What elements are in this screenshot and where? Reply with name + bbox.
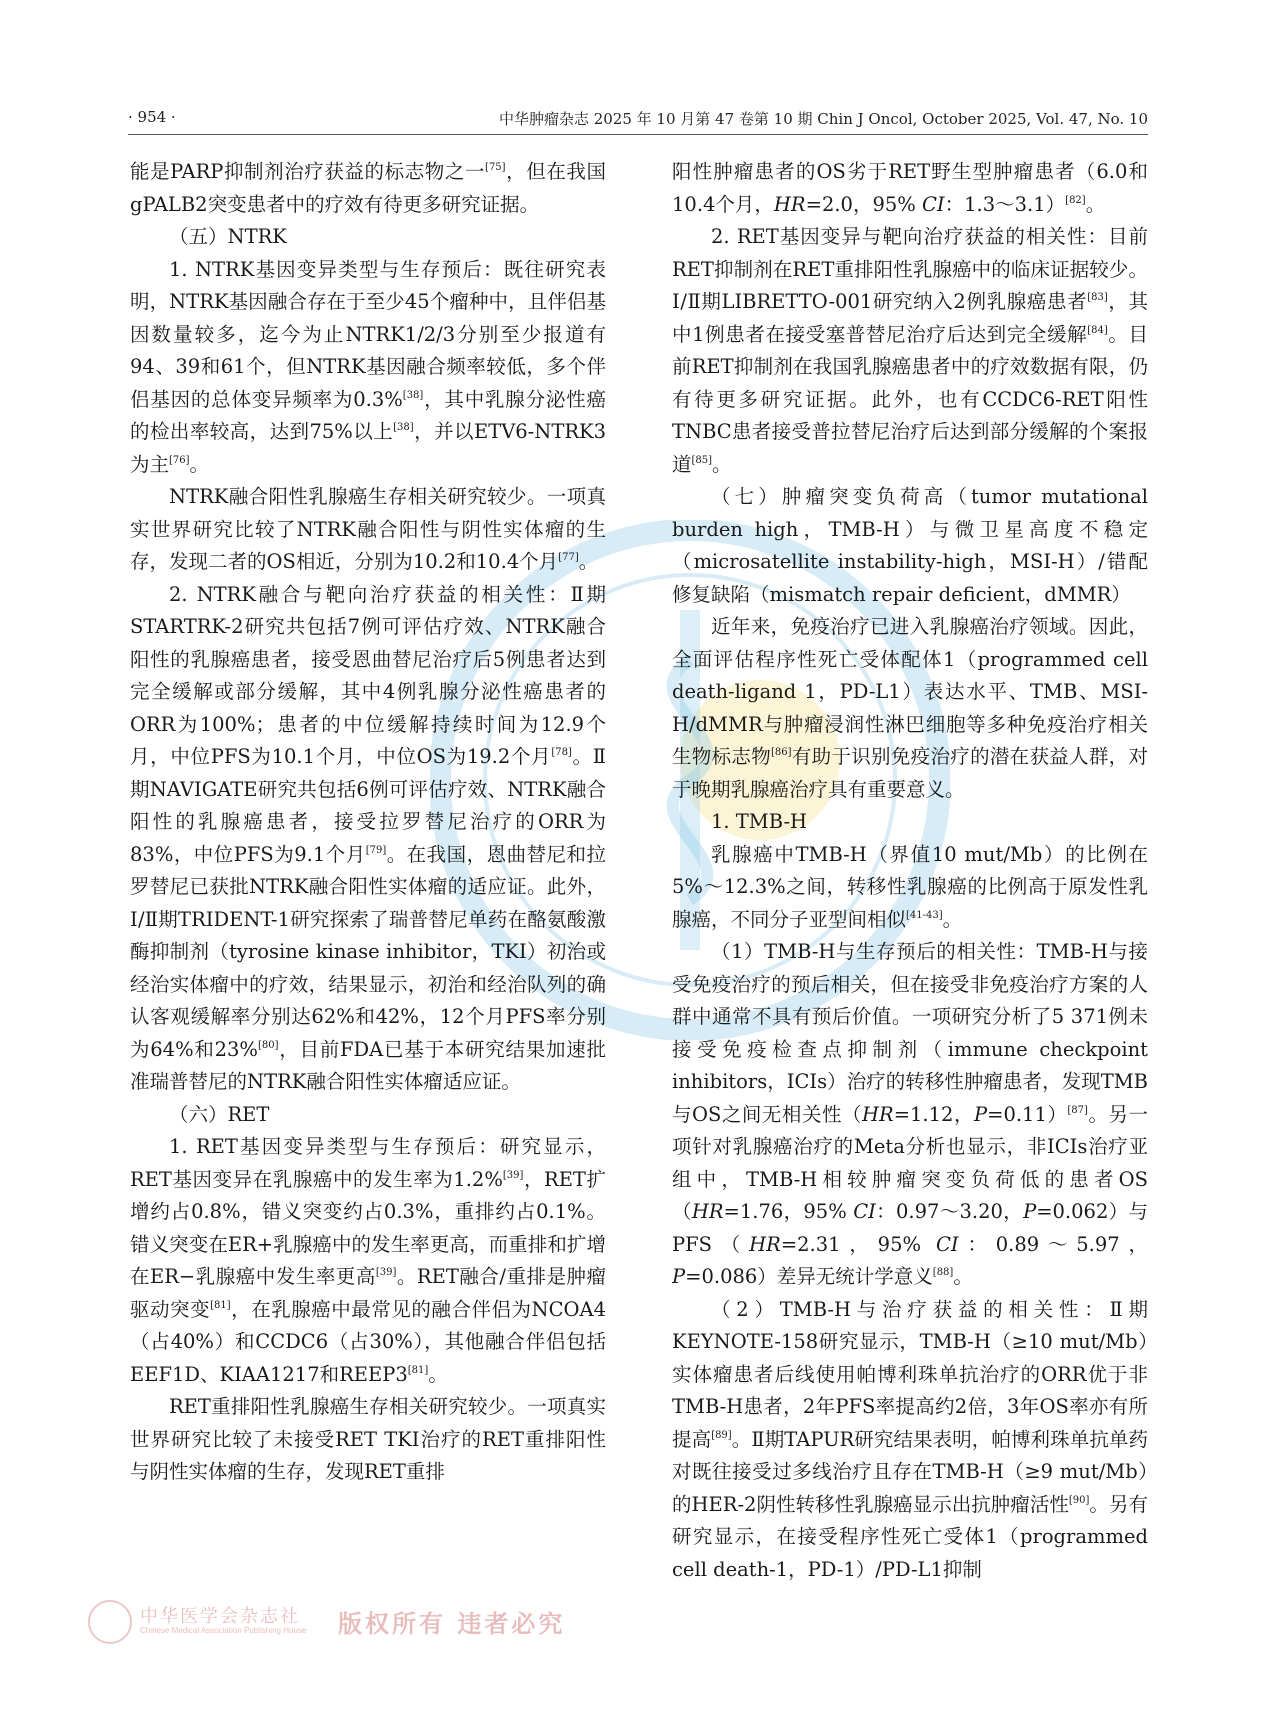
paragraph: 乳腺癌中TMB-H（界值10 mut/Mb）的比例在5%～12.3%之间，转移性乳腺癌的比例高于原发性乳腺癌，不同分子亚型间相似[41-43]。: [672, 842, 1148, 931]
running-header: [128, 104, 1148, 135]
paragraph: （2）TMB-H与治疗获益的相关性：Ⅱ期KEYNOTE-158研究显示，TMB-H（≥10 mut/Mb）实体瘤患者后线使用帕博利珠单抗治疗的ORR优于非TMB-H患者，2年PFS率提高约2倍，3年OS率亦有所提高[89]。Ⅱ期TAPUR研究结果表明，帕博利珠单抗单药对既往接受过多线治疗且存在TMB-H（≥9 mut/Mb）的HER-2阴性转移性乳腺癌显示出抗肿瘤活性[90]。另有研究显示，在接受程序性死亡受体1（programmed cell death-1，PD-1）/PD-L1抑制: [672, 1297, 1148, 1581]
paragraph: 1. TMB-H: [711, 810, 808, 833]
paragraph: 2. NTRK融合与靶向治疗获益的相关性：Ⅱ期STARTRK-2研究共包括7例可评估疗效、NTRK融合阳性的乳腺癌患者，接受恩曲替尼治疗后5例患者达到完全缓解或部分缓解，其中4例乳腺分泌性癌患者的ORR为100%；患者的中位缓解持续时间为12.9个月，中位PFS为10.1个月，中位OS为19.2个月[78]。Ⅱ期NAVIGATE研究共包括6例可评估疗效、NTRK融合阳性的乳腺癌患者，接受拉罗替尼治疗的ORR为83%，中位PFS为9.1个月[79]。在我国，恩曲替尼和拉罗替尼已获批NTRK融合阳性实体瘤的适应证。此外，Ⅰ/Ⅱ期TRIDENT-1研究探索了瑞普替尼单药在酪氨酸激酶抑制剂（tyrosine kinase inhibitor，TKI）初治或经治实体瘤中的疗效，结果显示，初治和经治队列的确认客观缓解率分别达62%和42%，12个月PFS率分别为64%和23%[80]，目前FDA已基于本研究结果加速批准瑞普替尼的NTRK融合阳性实体瘤适应证。: [130, 582, 606, 1093]
publisher-name: 中华医学会杂志社: [140, 1606, 300, 1627]
paragraph: 2. RET基因变异与靶向治疗获益的相关性：目前RET抑制剂在RET重排阳性乳腺癌中的临床证据较少。Ⅰ/Ⅱ期LIBRETTO-001研究纳入2例乳腺癌患者[83]，其中1例患者在接受塞普替尼治疗后达到完全缓解[84]。目前RET抑制剂在我国乳腺癌患者中的疗效数据有限，仍有待更多研究证据。此外，也有CCDC6-RET阳性TNBC患者接受普拉替尼治疗后达到部分缓解的个案报道[85]。: [672, 225, 1148, 476]
paragraph: 1. RET基因变异类型与生存预后：研究显示，RET基因变异在乳腺癌中的发生率为1.2%[39]，RET扩增约占0.8%，错义突变约占0.3%，重排约占0.1%。错义突变在ER+乳腺癌中的发生率更高，而重排和扩增在ER−乳腺癌中发生率更高[39]。RET融合/重排是肿瘤驱动突变[81]，在乳腺癌中最常见的融合伴侣为NCOA4（占40%）和CCDC6（占30%），其他融合伴侣包括EEF1D、KIAA1217和REEP3[81]。: [130, 1135, 606, 1386]
publisher-name-en: Chinese Medical Association Publishing House: [140, 1626, 307, 1635]
paragraph: （五）NTRK: [169, 225, 287, 248]
paragraph: （1）TMB-H与生存预后的相关性：TMB-H与接受免疫治疗的预后相关，但在接受非免疫治疗方案的人群中通常不具有预后价值。一项研究分析了5 371例未接受免疫检查点抑制剂（immune checkpoint inhibitors，ICIs）治疗的转移性肿瘤患者，发现TMB与OS之间无相关性（HR=1.12，P=0.11）[87]。另一项针对乳腺癌治疗的Meta分析也显示，非ICIs治疗亚组中，TMB-H相较肿瘤突变负荷低的患者OS（HR=1.76，95% CI：0.97～3.20，P=0.062）与PFS（HR=2.31，95% CI：0.89～5.97，P=0.086）差异无统计学意义[88]。: [672, 940, 1148, 1288]
paragraph: 近年来，免疫治疗已进入乳腺癌治疗领域。因此，全面评估程序性死亡受体配体1（programmed cell death-ligand 1，PD-L1）表达水平、TMB、MSI-H/dMMR与肿瘤浸润性淋巴细胞等多种免疫治疗相关生物标志物[86]有助于识别免疫治疗的潜在获益人群，对于晚期乳腺癌治疗具有重要意义。: [672, 615, 1148, 801]
right-column: [672, 156, 1148, 1626]
paragraph: 1. NTRK基因变异类型与生存预后：既往研究表明，NTRK基因融合存在于至少45个瘤种中，且伴侣基因数量较多，迄今为止NTRK1/2/3分别至少报道有94、39和61个，但NTRK基因融合频率较低，多个伴侣基因的总体变异频率为0.3%[38]，其中乳腺分泌性癌的检出率较高，达到75%以上[38]，并以ETV6-NTRK3为主[76]。: [130, 257, 606, 476]
paragraph: （六）RET: [169, 1102, 270, 1126]
left-column: [130, 156, 606, 1626]
paragraph: 能是PARP抑制剂治疗获益的标志物之一[75]，但在我国gPALB2突变患者中的疗效有待更多研究证据。: [130, 160, 606, 216]
paragraph: RET重排阳性乳腺癌生存相关研究较少。一项真实世界研究比较了未接受RET TKI治疗的RET重排阳性与阴性实体瘤的生存，发现RET重排: [130, 1395, 606, 1483]
paragraph: NTRK融合阳性乳腺癌生存相关研究较少。一项真实世界研究比较了NTRK融合阳性与阴性实体瘤的生存，发现二者的OS相近，分别为10.2和10.4个月[77]。: [130, 485, 606, 573]
publisher-emblem-icon: [88, 1600, 132, 1644]
journal-citation: 中华肿瘤杂志 2025 年 10 月第 47 卷第 10 期 Chin J Oncol, October 2025, Vol. 47, No. 10: [498, 110, 1148, 128]
publisher-footer-logo: [88, 1600, 588, 1640]
paragraph: （七）肿瘤突变负荷高（tumor mutational burden high，TMB-H）与微卫星高度不稳定（microsatellite instability-high，MSI-H）/错配修复缺陷（mismatch repair deficient，dMMR）: [672, 485, 1148, 606]
paragraph: 阳性肿瘤患者的OS劣于RET野生型肿瘤患者（6.0和10.4个月，HR=2.0，95% CI：1.3～3.1）[82]。: [672, 160, 1148, 216]
page-number: · 954 ·: [128, 108, 176, 126]
copyright-slogan: 版权所有 违者必究: [338, 1609, 566, 1638]
